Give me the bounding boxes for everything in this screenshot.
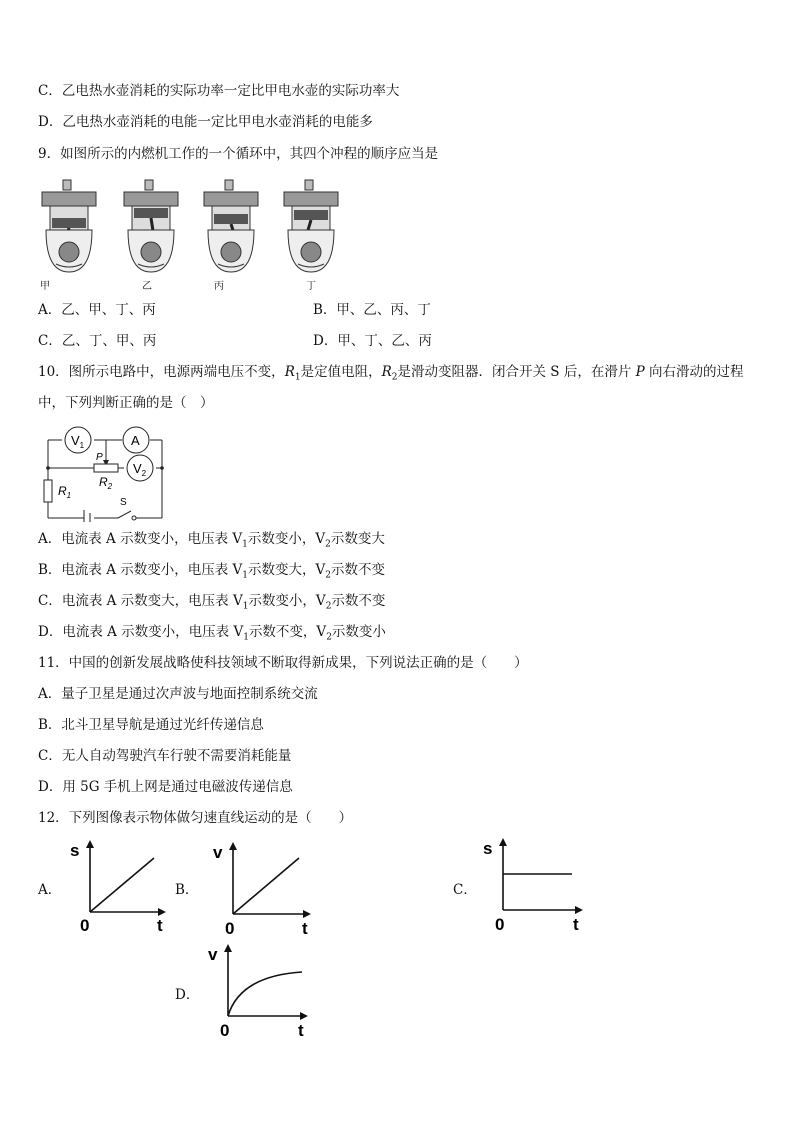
q9-option-d: D．甲、丁、乙、丙 <box>313 333 432 349</box>
graph-d-v-t-curve <box>200 942 315 1042</box>
q10-option-d: D．电流表 A 示数变小，电压表 $V_1$示数不变，$V_2$示数变小 <box>38 624 386 643</box>
q11-stem: 11．中国的创新发展战略使科技领域不断取得新成果，下列说法正确的是（ ） <box>38 655 528 671</box>
r2-label: $R_2$ <box>99 475 113 491</box>
q10-option-b: B．电流表 A 示数变小，电压表 $V_1$示数变大，$V_2$示数不变 <box>38 562 386 581</box>
q12-option-d-label: D． <box>175 987 200 1003</box>
q8-option-d: D．乙电热水壶消耗的电能一定比甲电水壶消耗的电能多 <box>38 114 373 130</box>
q9-option-c: C．乙、丁、甲、丙 <box>38 333 157 349</box>
v1-label: $V_1$ <box>71 433 85 450</box>
x-axis-label: t <box>573 915 579 934</box>
origin-label: 0 <box>80 916 90 935</box>
engine-diagram-ding <box>280 178 342 276</box>
resistor-r1 <box>44 480 52 502</box>
x-axis-label: t <box>298 1021 304 1040</box>
graph-b-v-t-linear <box>205 840 320 940</box>
graph-a-s-t-linear <box>62 838 172 938</box>
q11-option-b: B．北斗卫星导航是通过光纤传递信息 <box>38 717 264 733</box>
origin-label: 0 <box>220 1021 230 1040</box>
q11-option-a: A．量子卫星是通过次声波与地面控制系统交流 <box>38 686 318 702</box>
y-axis-label: s <box>70 841 80 860</box>
engine-label-jia: 甲 <box>40 281 50 292</box>
y-axis-label: s <box>483 839 493 858</box>
q11-option-c: C．无人自动驾驶汽车行驶不需要消耗能量 <box>38 748 292 764</box>
q10-stem-line2: 中，下列判断正确的是（ ） <box>38 395 214 411</box>
q12-option-a-label: A． <box>38 882 62 898</box>
engine-label-bing: 丙 <box>214 281 224 292</box>
origin-label: 0 <box>495 915 505 934</box>
q10-option-c: C．电流表 A 示数变大，电压表 $V_1$示数变小，$V_2$示数不变 <box>38 593 386 612</box>
q11-option-d: D．用 5G 手机上网是通过电磁波传递信息 <box>38 779 293 795</box>
q12-stem: 12．下列图像表示物体做匀速直线运动的是（ ） <box>38 810 353 826</box>
origin-label: 0 <box>225 919 235 938</box>
engine-label-ding: 丁 <box>306 281 316 292</box>
v2-label: $V_2$ <box>133 461 147 478</box>
q12-option-c-label: C． <box>453 882 477 898</box>
engine-label-yi: 乙 <box>142 281 152 292</box>
slider-p-label: P <box>96 452 103 463</box>
engine-diagram-jia <box>38 178 100 276</box>
circuit-diagram <box>38 424 170 522</box>
x-axis-label: t <box>302 919 308 938</box>
q12-option-b-label: B． <box>175 882 199 898</box>
ammeter-label: A <box>131 433 140 448</box>
engine-diagram-bing <box>200 178 262 276</box>
q10-option-a: A．电流表 A 示数变小，电压表 $V_1$示数变小，$V_2$示数变大 <box>38 531 385 550</box>
q9-option-a: A．乙、甲、丁、丙 <box>38 302 156 318</box>
q9-option-b: B．甲、乙、丙、丁 <box>313 302 431 318</box>
y-axis-label: v <box>213 843 223 862</box>
resistor-r2 <box>94 464 118 472</box>
r1-label: $R_1$ <box>58 484 72 500</box>
engine-diagram-yi <box>120 178 182 276</box>
graph-c-s-t-constant <box>475 836 590 936</box>
x-axis-label: t <box>157 916 163 935</box>
q9-stem: 9．如图所示的内燃机工作的一个循环中，其四个冲程的顺序应当是 <box>38 146 439 162</box>
q10-stem: 10．图所示电路中，电源两端电压不变，$R_1$是定值电阻，$R_2$是滑动变阻器．闭合开关 S 后，在滑片 P 向右滑动的过程 <box>38 364 744 383</box>
y-axis-label: v <box>208 945 218 964</box>
switch-s-label: S <box>120 497 127 508</box>
q8-option-c: C．乙电热水壶消耗的实际功率一定比甲电水壶的实际功率大 <box>38 83 400 99</box>
